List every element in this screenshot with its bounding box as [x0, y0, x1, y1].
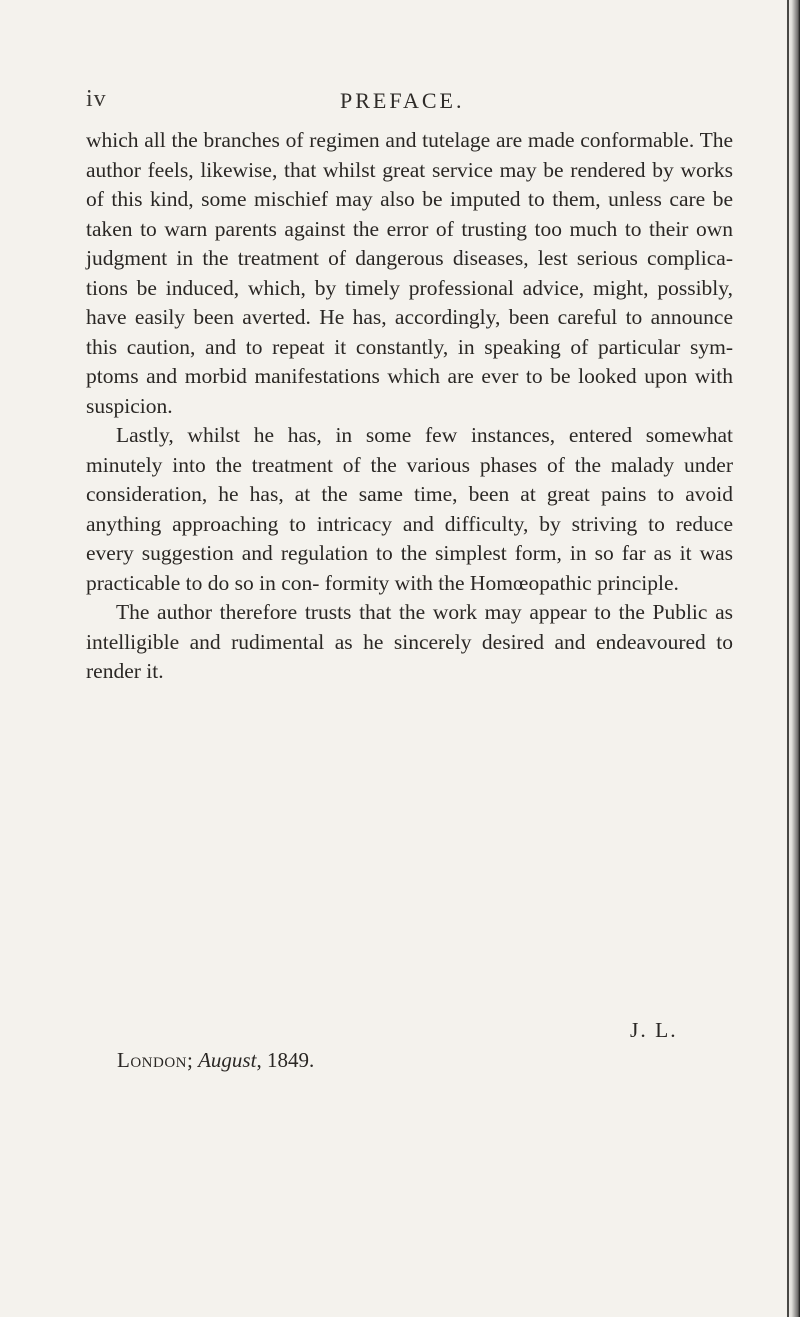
running-head: PREFACE. [340, 88, 465, 113]
page-edge-line [787, 0, 789, 1317]
dateline-place: London [117, 1048, 187, 1072]
paragraph-continuation: which all the branches of regimen and tutelage are made conformable. The author feels, likewise, that whilst great service may be rendered by works of this kind, some mischief may also be imputed to them, unless care be taken to warn parents against the error of trusting too much to their own judgment in the treatment of dangerous diseases, lest serious complica- tions be induced, which, by timely professional advice, might, possibly, have easily been averted. He has, accordingly, been careful to announce this caution, and to repeat it constantly, in speaking of particular sym- ptoms and morbid manifestations which are ever to be looked upon with suspicion. [86, 128, 733, 418]
paragraph-lastly: Lastly, whilst he has, in some few instances, entered somewhat minutely into the treatment of the various phases of the malady under consideration, he has, at the same time, been at great pains to avoid anything approaching to intricacy and difficulty, by striving to reduce every suggestion and regulation to the simplest form, in so far as it was practicable to do so in con- formity with the Homœopathic principle. [86, 423, 733, 595]
dateline-month: August [198, 1048, 257, 1072]
dateline-separator: ; [187, 1048, 199, 1072]
preface-body [86, 126, 733, 687]
page-number: iv [86, 86, 107, 112]
dateline [117, 1048, 314, 1073]
paragraph-conclusion: The author therefore trusts that the work may appear to the Public as intelligible and rudimental as he sincerely desired and endeavoured to render it. [86, 600, 733, 683]
dateline-year: , 1849. [256, 1048, 315, 1072]
author-initials: J. L. [630, 1018, 678, 1042]
